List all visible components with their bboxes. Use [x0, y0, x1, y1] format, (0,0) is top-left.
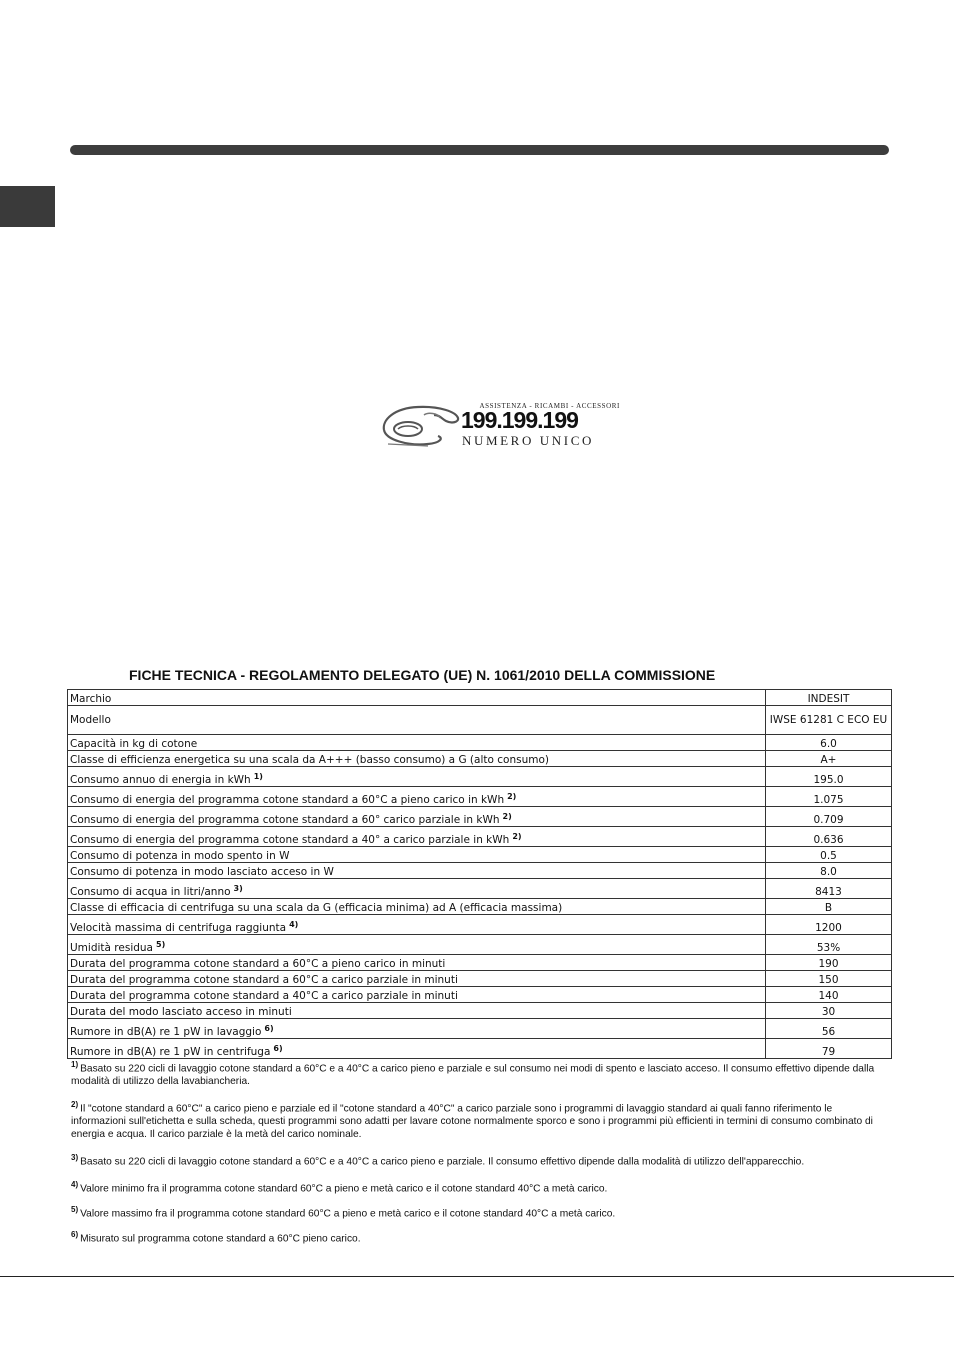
footnote-text: Misurato sul programma cotone standard a 60°C pieno carico. — [80, 1233, 361, 1245]
spec-value: 140 — [766, 987, 892, 1003]
spec-label-cell — [68, 807, 766, 827]
footnote-item — [71, 1228, 889, 1245]
product-fiche-table — [67, 689, 892, 1059]
spec-label-cell — [68, 847, 766, 863]
spec-value: 6.0 — [766, 735, 892, 751]
table-row — [68, 899, 892, 915]
spec-label-cell — [68, 915, 766, 935]
footnote-ref: 2) — [502, 812, 512, 821]
footnote-text: Basato su 220 cicli di lavaggio cotone standard a 60°C e a 40°C a carico pieno e parziale e sul consumo nei modi di spento e lasciato acceso. Il consumo effettivo dipende dalla modalità di utilizzo della lavabiancheria. — [71, 1063, 875, 1088]
spec-label-cell — [68, 690, 766, 706]
spec-label: Consumo annuo di energia in kWh — [70, 774, 251, 786]
table-row — [68, 767, 892, 787]
footnote-mark: 1) — [71, 1060, 79, 1069]
table-row — [68, 706, 892, 735]
spec-label: Capacità in kg di cotone — [70, 738, 198, 750]
spec-label-cell — [68, 899, 766, 915]
table-row — [68, 847, 892, 863]
spec-value: 53% — [766, 935, 892, 955]
service-phone-number: 199.199.199 — [461, 407, 578, 433]
footnote-mark: 2) — [71, 1100, 79, 1109]
spec-label: Marchio — [70, 693, 112, 705]
spec-label-cell — [68, 706, 766, 735]
telephone-icon — [378, 400, 462, 450]
spec-value: 0.709 — [766, 807, 892, 827]
spec-label-cell — [68, 735, 766, 751]
logo-tagline: ASSISTENZA - RICAMBI - ACCESSORI — [479, 402, 620, 410]
footnote-text: Il "cotone standard a 60°C" a carico pieno e parziale ed il "cotone standard a 40°C" a carico parziale sono i programmi di lavaggio standard ai quali fanno riferimento le informazioni sull'etichetta e sulla scheda, questi programmi sono adatti per lavare cotone normalmente sporco e sono i programmi più efficienti in termini di consumo combinato di energia e acqua. Il carico parziale è la metà del carico nominale. — [71, 1103, 873, 1141]
footnote-item — [71, 1098, 889, 1141]
spec-label: Rumore in dB(A) re 1 pW in centrifuga — [70, 1046, 271, 1058]
table-row — [68, 879, 892, 899]
footnote-ref: 2) — [512, 832, 522, 841]
spec-label-cell — [68, 971, 766, 987]
spec-label-cell — [68, 751, 766, 767]
spec-value: B — [766, 899, 892, 915]
spec-value: 0.5 — [766, 847, 892, 863]
spec-value: 150 — [766, 971, 892, 987]
footnote-item — [71, 1203, 889, 1220]
table-row — [68, 987, 892, 1003]
footnote-mark: 3) — [71, 1153, 79, 1162]
product-fiche-title: FICHE TECNICA - REGOLAMENTO DELEGATO (UE) N. 1061/2010 DELLA COMMISSIONE — [129, 667, 716, 683]
spec-label: Consumo di energia del programma cotone standard a 60°C a pieno carico in kWh — [70, 794, 505, 806]
footnote-ref: 2) — [507, 792, 517, 801]
spec-value: IWSE 61281 C ECO EU — [766, 706, 892, 735]
spec-label: Velocità massima di centrifuga raggiunta — [70, 922, 287, 934]
footnote-mark: 5) — [71, 1205, 79, 1214]
spec-value: 1.075 — [766, 787, 892, 807]
spec-label: Consumo di potenza in modo lasciato acceso in W — [70, 866, 334, 878]
spec-label: Modello — [70, 714, 111, 726]
spec-label-cell — [68, 935, 766, 955]
spec-label-cell — [68, 827, 766, 847]
spec-label: Classe di efficacia di centrifuga su una scala da G (efficacia minima) ad A (efficacia massima) — [70, 902, 563, 914]
table-row — [68, 787, 892, 807]
spec-label-cell — [68, 1039, 766, 1059]
spec-label-cell — [68, 1019, 766, 1039]
footnote-text: Basato su 220 cicli di lavaggio cotone standard a 60°C e a 40°C a carico pieno e parziale. Il consumo effettivo dipende dalla modalità di utilizzo dell'apparecchio. — [80, 1156, 805, 1168]
footnote-ref: 6) — [273, 1044, 283, 1053]
spec-label: Umidità residua — [70, 942, 153, 954]
spec-label: Classe di efficienza energetica su una scala da A+++ (basso consumo) a G (alto consumo) — [70, 754, 549, 766]
spec-value: 56 — [766, 1019, 892, 1039]
spec-value: 195.0 — [766, 767, 892, 787]
table-row — [68, 1019, 892, 1039]
spec-label: Consumo di acqua in litri/anno — [70, 886, 231, 898]
table-row — [68, 935, 892, 955]
footer-rule — [0, 1276, 954, 1277]
footnote-ref: 6) — [264, 1024, 274, 1033]
table-row — [68, 735, 892, 751]
spec-label-cell — [68, 987, 766, 1003]
spec-label-cell — [68, 863, 766, 879]
footnote-text: Valore massimo fra il programma cotone standard 60°C a pieno e metà carico e il cotone standard 40°C a metà carico. — [80, 1208, 616, 1220]
table-row — [68, 690, 892, 706]
table-row — [68, 955, 892, 971]
spec-label: Durata del programma cotone standard a 60°C a carico parziale in minuti — [70, 974, 458, 986]
spec-value: 190 — [766, 955, 892, 971]
footnote-mark: 6) — [71, 1230, 79, 1239]
footnote-mark: 4) — [71, 1180, 79, 1189]
spec-label: Rumore in dB(A) re 1 pW in lavaggio — [70, 1026, 262, 1038]
spec-label-cell — [68, 955, 766, 971]
spec-label-cell — [68, 1003, 766, 1019]
footnote-item — [71, 1058, 889, 1088]
footnote-ref: 5) — [156, 940, 166, 949]
spec-label: Durata del modo lasciato acceso in minuti — [70, 1006, 292, 1018]
language-side-tab — [0, 186, 55, 227]
footnote-item — [71, 1151, 889, 1168]
footnote-ref: 1) — [253, 772, 263, 781]
spec-label: Consumo di potenza in modo spento in W — [70, 850, 290, 862]
spec-label-cell — [68, 879, 766, 899]
service-logo — [378, 398, 623, 452]
header-rule — [70, 145, 889, 155]
spec-value: 8.0 — [766, 863, 892, 879]
spec-label: Durata del programma cotone standard a 40°C a carico parziale in minuti — [70, 990, 458, 1002]
spec-value: INDESIT — [766, 690, 892, 706]
table-row — [68, 863, 892, 879]
spec-value: 0.636 — [766, 827, 892, 847]
table-row — [68, 751, 892, 767]
table-row — [68, 827, 892, 847]
spec-label: Consumo di energia del programma cotone standard a 60° carico parziale in kWh — [70, 814, 500, 826]
table-row — [68, 1039, 892, 1059]
logo-subtitle: NUMERO UNICO — [462, 433, 594, 448]
spec-label-cell — [68, 787, 766, 807]
table-row — [68, 807, 892, 827]
spec-value: 1200 — [766, 915, 892, 935]
footnote-ref: 4) — [289, 920, 299, 929]
footnote-ref: 3) — [233, 884, 243, 893]
spec-label-cell — [68, 767, 766, 787]
spec-value: A+ — [766, 751, 892, 767]
footnote-item — [71, 1178, 889, 1195]
spec-value: 79 — [766, 1039, 892, 1059]
spec-value: 30 — [766, 1003, 892, 1019]
table-row — [68, 915, 892, 935]
table-row — [68, 1003, 892, 1019]
spec-label: Durata del programma cotone standard a 60°C a pieno carico in minuti — [70, 958, 446, 970]
spec-value: 8413 — [766, 879, 892, 899]
footnote-text: Valore minimo fra il programma cotone standard 60°C a pieno e metà carico e il cotone standard 40°C a metà carico. — [80, 1183, 608, 1195]
spec-label: Consumo di energia del programma cotone standard a 40° a carico parziale in kWh — [70, 834, 510, 846]
table-row — [68, 971, 892, 987]
